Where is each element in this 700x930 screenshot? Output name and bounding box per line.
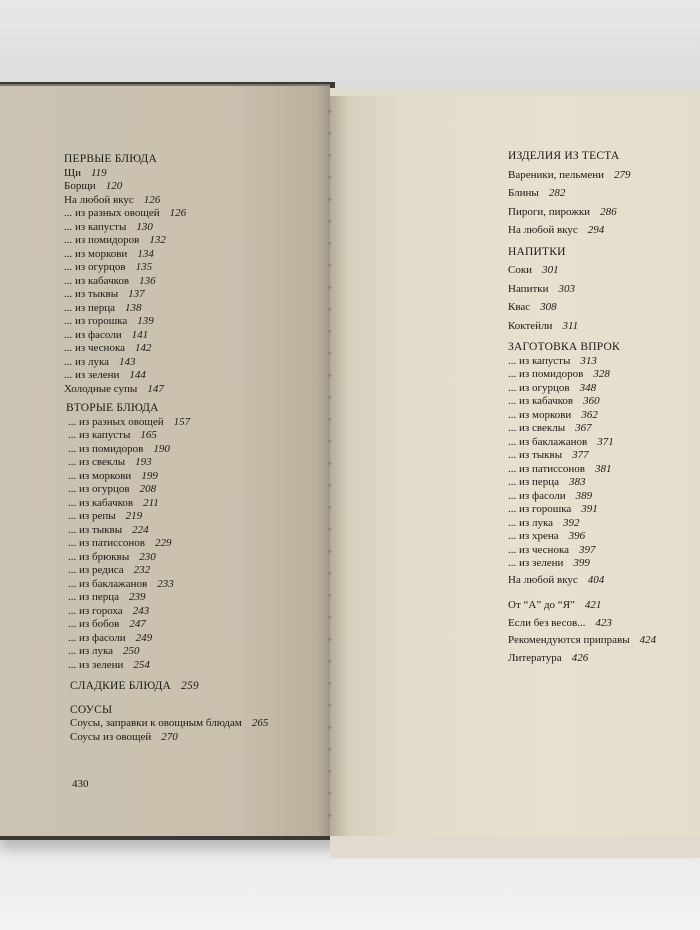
toc-entry bbox=[508, 283, 656, 297]
entry-label: ... из фасоли bbox=[68, 631, 126, 644]
toc-entry bbox=[64, 329, 268, 343]
entry-page: 230 bbox=[139, 550, 156, 563]
entry-page: 383 bbox=[569, 476, 586, 488]
entry-label: Соусы из овощей bbox=[70, 730, 152, 743]
toc-entry bbox=[508, 463, 656, 477]
toc-entry bbox=[508, 187, 656, 201]
entry-label: ... из бобов bbox=[68, 618, 120, 630]
stitch-mark bbox=[328, 462, 331, 465]
entry-page: 294 bbox=[587, 224, 605, 236]
stitch-mark bbox=[328, 198, 331, 201]
toc-entry bbox=[508, 503, 656, 517]
sauces-list bbox=[70, 717, 268, 744]
toc-entry bbox=[68, 537, 268, 551]
entry-page: 423 bbox=[595, 616, 612, 629]
entry-label: Блины bbox=[508, 187, 539, 199]
toc-entry bbox=[68, 524, 268, 538]
toc-entry bbox=[68, 578, 268, 592]
entry-page: 367 bbox=[575, 422, 592, 434]
toc-entry bbox=[508, 409, 656, 423]
entry-label: СЛАДКИЕ БЛЮДА bbox=[70, 680, 172, 692]
entry-label: Рекомендуются приправы bbox=[508, 634, 630, 646]
entry-label: ... из тыквы bbox=[68, 523, 123, 536]
toc-entry bbox=[508, 530, 656, 544]
stitch-mark bbox=[328, 726, 331, 729]
toc-entry bbox=[508, 368, 656, 382]
entry-page: 249 bbox=[135, 631, 153, 644]
toc-entry bbox=[68, 497, 268, 511]
entry-label: ... из брюквы bbox=[68, 550, 130, 563]
toc-entry bbox=[508, 544, 656, 558]
entry-page: 348 bbox=[579, 381, 597, 394]
entry-page: 389 bbox=[575, 489, 593, 502]
entry-page: 126 bbox=[143, 193, 161, 206]
entry-label: ... из помидоров bbox=[508, 368, 584, 380]
toc-entry bbox=[508, 476, 656, 490]
entry-label: ... из зелени bbox=[68, 658, 124, 671]
stitch-mark bbox=[328, 616, 331, 619]
toc-entry bbox=[68, 416, 268, 430]
toc-entry bbox=[508, 382, 656, 396]
entry-page: 136 bbox=[139, 274, 156, 287]
toc-entry bbox=[508, 301, 656, 315]
entry-page: 399 bbox=[573, 557, 590, 569]
toc-entry bbox=[508, 169, 656, 183]
entry-label: ... из свеклы bbox=[68, 456, 126, 468]
toc-entry bbox=[68, 470, 268, 484]
entry-page: 219 bbox=[125, 510, 143, 522]
stitch-mark bbox=[328, 506, 331, 509]
entry-label: ... из репы bbox=[68, 510, 116, 522]
stitch-mark bbox=[328, 220, 331, 223]
entry-page: 233 bbox=[157, 577, 174, 590]
entry-page: 426 bbox=[571, 651, 589, 664]
entry-label: Холодные супы bbox=[64, 382, 138, 395]
spacer bbox=[508, 333, 656, 341]
section-title-second-courses: ВТОРЫЕ БЛЮДА bbox=[66, 402, 159, 414]
entry-label: Литература bbox=[508, 651, 562, 664]
stitch-mark bbox=[328, 352, 331, 355]
entry-page: 328 bbox=[593, 368, 610, 380]
toc-entry bbox=[68, 443, 268, 457]
second-courses-list bbox=[68, 416, 268, 673]
entry-page: 193 bbox=[135, 456, 152, 468]
entry-label: ... из капусты bbox=[68, 429, 131, 441]
entry-label: ... из огурцов bbox=[68, 483, 130, 495]
entry-page: 313 bbox=[580, 354, 597, 367]
entry-page: 132 bbox=[149, 234, 166, 246]
stitch-mark bbox=[328, 242, 331, 245]
entry-page: 224 bbox=[132, 523, 149, 536]
spacer bbox=[508, 238, 656, 246]
toc-entry bbox=[64, 342, 268, 356]
toc-entry bbox=[68, 618, 268, 632]
entry-label: ... из капусты bbox=[508, 354, 571, 367]
toc-entry bbox=[508, 652, 656, 666]
entry-label: На любой вкус bbox=[64, 193, 134, 206]
entry-label: ... из тыквы bbox=[508, 449, 563, 461]
entry-label: ... из перца bbox=[64, 301, 116, 314]
entry-page: 377 bbox=[572, 449, 589, 461]
toc-entry bbox=[68, 591, 268, 605]
entry-page: 138 bbox=[125, 301, 142, 314]
entry-page: 119 bbox=[90, 166, 107, 179]
entry-label: На любой вкус bbox=[508, 224, 578, 236]
entry-label: ... из патиссонов bbox=[68, 537, 146, 549]
toc-entry bbox=[508, 634, 656, 648]
entry-label: ... из кабачков bbox=[64, 274, 130, 287]
entry-label: ... из зелени bbox=[508, 557, 564, 569]
entry-page: 243 bbox=[132, 604, 150, 617]
toc-entry bbox=[64, 288, 268, 302]
entry-label: ... из фасоли bbox=[64, 328, 122, 341]
entry-page: 239 bbox=[129, 591, 146, 603]
entry-label: ... из капусты bbox=[64, 220, 127, 233]
entry-label: ... из огурцов bbox=[508, 381, 570, 394]
toc-entry bbox=[508, 395, 656, 409]
entry-page: 208 bbox=[139, 483, 157, 495]
entry-label: ... из тыквы bbox=[64, 288, 119, 300]
stitch-mark bbox=[328, 396, 331, 399]
entry-label: Пироги, пирожки bbox=[508, 205, 591, 218]
stitch-mark bbox=[328, 440, 331, 443]
entry-page: 142 bbox=[135, 342, 152, 354]
entry-page: 139 bbox=[137, 315, 154, 327]
entry-page: 199 bbox=[141, 469, 158, 482]
entry-page: 397 bbox=[579, 543, 596, 556]
spine-binding bbox=[326, 110, 334, 830]
stitch-mark bbox=[328, 132, 331, 135]
entry-page: 190 bbox=[153, 442, 170, 455]
entry-label: Щи bbox=[64, 166, 81, 179]
entry-page: 308 bbox=[540, 301, 557, 313]
toc-entry bbox=[64, 302, 268, 316]
entry-page: 282 bbox=[548, 187, 566, 199]
entry-label: Квас bbox=[508, 301, 531, 313]
toc-entry bbox=[508, 599, 656, 613]
entry-page: 279 bbox=[614, 168, 631, 181]
entry-page: 126 bbox=[169, 207, 187, 219]
entry-label: Соусы, заправки к овощным блюдам bbox=[70, 717, 242, 729]
toc-entry bbox=[64, 275, 268, 289]
stitch-mark bbox=[328, 638, 331, 641]
toc-entry bbox=[64, 383, 268, 397]
toc-entry bbox=[508, 264, 656, 278]
toc-entry bbox=[64, 315, 268, 329]
entry-page: 147 bbox=[147, 382, 164, 395]
entry-label: ... из лука bbox=[508, 516, 554, 529]
entry-page: 265 bbox=[251, 717, 269, 729]
first-courses-list bbox=[64, 167, 268, 397]
toc-entry bbox=[508, 557, 656, 571]
entry-page: 141 bbox=[131, 328, 149, 341]
toc-entry bbox=[508, 355, 656, 369]
entry-page: 303 bbox=[558, 282, 575, 295]
entry-page: 259 bbox=[181, 680, 199, 692]
entry-page: 250 bbox=[123, 645, 140, 657]
stitch-mark bbox=[328, 660, 331, 663]
entry-page: 362 bbox=[581, 408, 598, 421]
toc-entry bbox=[508, 206, 656, 220]
section-title-drinks: НАПИТКИ bbox=[508, 245, 566, 258]
dough-list bbox=[508, 169, 656, 238]
entry-page: 392 bbox=[563, 516, 580, 529]
toc-entry bbox=[64, 207, 268, 221]
stitch-mark bbox=[328, 264, 331, 267]
section-title-sauces: СОУСЫ bbox=[70, 703, 113, 716]
entry-label: ... из моркови bbox=[68, 469, 132, 482]
entry-page: 371 bbox=[597, 435, 614, 448]
entry-page: 134 bbox=[137, 247, 154, 260]
entry-page: 270 bbox=[161, 730, 178, 743]
entry-page: 229 bbox=[155, 537, 172, 549]
entry-label: ... из редиса bbox=[68, 564, 124, 576]
spacer bbox=[64, 672, 268, 680]
entry-label: ... из лука bbox=[68, 645, 114, 657]
entry-page: 424 bbox=[639, 634, 657, 646]
entry-page: 247 bbox=[129, 618, 146, 630]
entry-label: Борщи bbox=[64, 180, 96, 192]
spacer bbox=[64, 694, 268, 704]
stitch-mark bbox=[328, 418, 331, 421]
appendix-list bbox=[508, 599, 656, 665]
stitch-mark bbox=[328, 770, 331, 773]
entry-label: ... из кабачков bbox=[68, 496, 134, 509]
toc-entry bbox=[68, 632, 268, 646]
entry-label: ... из огурцов bbox=[64, 261, 126, 273]
toc-entry bbox=[508, 490, 656, 504]
entry-label: ... из лука bbox=[64, 355, 110, 368]
toc-entry bbox=[68, 456, 268, 470]
stitch-mark bbox=[328, 330, 331, 333]
stitch-mark bbox=[328, 748, 331, 751]
toc-entry bbox=[64, 234, 268, 248]
entry-page: 396 bbox=[568, 530, 586, 542]
stitch-mark bbox=[328, 550, 331, 553]
left-page-contents bbox=[64, 153, 268, 744]
toc-entry bbox=[508, 320, 656, 334]
entry-page: 137 bbox=[128, 288, 145, 300]
entry-label: ... из помидоров bbox=[64, 234, 140, 246]
toc-entry bbox=[508, 617, 656, 631]
entry-label: Если без весов... bbox=[508, 616, 586, 629]
toc-entry bbox=[68, 645, 268, 659]
entry-page: 360 bbox=[583, 395, 600, 407]
stitch-mark bbox=[328, 594, 331, 597]
entry-label: ... из баклажанов bbox=[508, 435, 588, 448]
stitch-mark bbox=[328, 704, 331, 707]
stitch-mark bbox=[328, 484, 331, 487]
stitch-mark bbox=[328, 154, 331, 157]
entry-page: 211 bbox=[143, 496, 159, 509]
toc-entry bbox=[68, 551, 268, 565]
toc-entry bbox=[64, 261, 268, 275]
toc-entry bbox=[68, 564, 268, 578]
toc-entry-any-taste bbox=[508, 574, 656, 588]
entry-label: Напитки bbox=[508, 282, 549, 295]
entry-label: ... из фасоли bbox=[508, 489, 566, 502]
entry-page: 157 bbox=[173, 415, 191, 428]
entry-label: ... из гороха bbox=[68, 604, 123, 617]
toc-entry bbox=[64, 356, 268, 370]
stitch-mark bbox=[328, 528, 331, 531]
page-number: 430 bbox=[72, 778, 89, 790]
toc-entry bbox=[508, 517, 656, 531]
entry-label: ... из баклажанов bbox=[68, 577, 148, 590]
entry-label: От “А” до “Я” bbox=[508, 599, 575, 611]
toc-entry bbox=[64, 221, 268, 235]
entry-label: ... из зелени bbox=[64, 369, 120, 381]
stitch-mark bbox=[328, 814, 331, 817]
entry-page: 311 bbox=[562, 319, 579, 332]
entry-page: 404 bbox=[587, 573, 605, 586]
entry-label: Соки bbox=[508, 264, 533, 276]
entry-label: Вареники, пельмени bbox=[508, 168, 604, 181]
toc-entry bbox=[68, 605, 268, 619]
right-page-contents bbox=[508, 150, 656, 665]
entry-label: ... из хрена bbox=[508, 530, 559, 542]
entry-label: ... из разных овощей bbox=[64, 207, 160, 219]
section-title-dough: ИЗДЕЛИЯ ИЗ ТЕСТА bbox=[508, 150, 620, 162]
stitch-mark bbox=[328, 572, 331, 575]
toc-entry bbox=[68, 483, 268, 497]
drinks-list bbox=[508, 264, 656, 333]
toc-entry bbox=[508, 436, 656, 450]
entry-page: 130 bbox=[136, 220, 153, 233]
entry-label: ... из моркови bbox=[508, 408, 572, 421]
entry-label: ... из кабачков bbox=[508, 395, 574, 407]
entry-label: ... из моркови bbox=[64, 247, 128, 260]
toc-entry bbox=[70, 731, 268, 745]
toc-entry-sweet bbox=[70, 680, 268, 694]
stitch-mark bbox=[328, 110, 331, 113]
stitch-mark bbox=[328, 286, 331, 289]
entry-label: ... из горошка bbox=[64, 315, 128, 327]
entry-page: 381 bbox=[595, 462, 612, 475]
toc-entry bbox=[68, 510, 268, 524]
toc-entry bbox=[508, 449, 656, 463]
entry-page: 135 bbox=[135, 261, 153, 273]
toc-entry bbox=[68, 429, 268, 443]
stitch-mark bbox=[328, 682, 331, 685]
section-title-preserves: ЗАГОТОВКА ВПРОК bbox=[508, 341, 620, 353]
entry-label: ... из перца bbox=[68, 591, 120, 603]
entry-page: 301 bbox=[542, 264, 559, 276]
entry-label: ... из разных овощей bbox=[68, 415, 164, 428]
section-title-first-courses: ПЕРВЫЕ БЛЮДА bbox=[64, 153, 157, 165]
toc-entry bbox=[68, 659, 268, 673]
toc-entry bbox=[508, 224, 656, 238]
entry-label: ... из чеснока bbox=[508, 543, 569, 556]
entry-label: ... из свеклы bbox=[508, 422, 566, 434]
preserves-list bbox=[508, 355, 656, 571]
entry-label: На любой вкус bbox=[508, 573, 578, 586]
entry-label: ... из горошка bbox=[508, 503, 572, 515]
stitch-mark bbox=[328, 374, 331, 377]
entry-page: 165 bbox=[140, 429, 157, 441]
toc-entry bbox=[64, 167, 268, 181]
toc-entry bbox=[70, 717, 268, 731]
toc-entry bbox=[64, 180, 268, 194]
stitch-mark bbox=[328, 308, 331, 311]
entry-page: 120 bbox=[105, 180, 123, 192]
entry-page: 254 bbox=[133, 658, 150, 671]
toc-entry bbox=[64, 248, 268, 262]
toc-entry bbox=[64, 369, 268, 383]
entry-label: ... из чеснока bbox=[64, 342, 125, 354]
entry-page: 144 bbox=[129, 369, 146, 381]
stitch-mark bbox=[328, 792, 331, 795]
spacer bbox=[508, 587, 656, 595]
toc-entry bbox=[508, 422, 656, 436]
entry-page: 286 bbox=[600, 205, 617, 218]
entry-label: ... из помидоров bbox=[68, 442, 144, 455]
entry-label: Коктейли bbox=[508, 319, 553, 332]
entry-page: 421 bbox=[584, 599, 602, 611]
entry-page: 391 bbox=[581, 503, 598, 515]
entry-page: 143 bbox=[119, 355, 136, 368]
toc-entry bbox=[64, 194, 268, 208]
stitch-mark bbox=[328, 176, 331, 179]
entry-label: ... из патиссонов bbox=[508, 462, 586, 475]
entry-page: 232 bbox=[133, 564, 151, 576]
entry-label: ... из перца bbox=[508, 476, 560, 488]
